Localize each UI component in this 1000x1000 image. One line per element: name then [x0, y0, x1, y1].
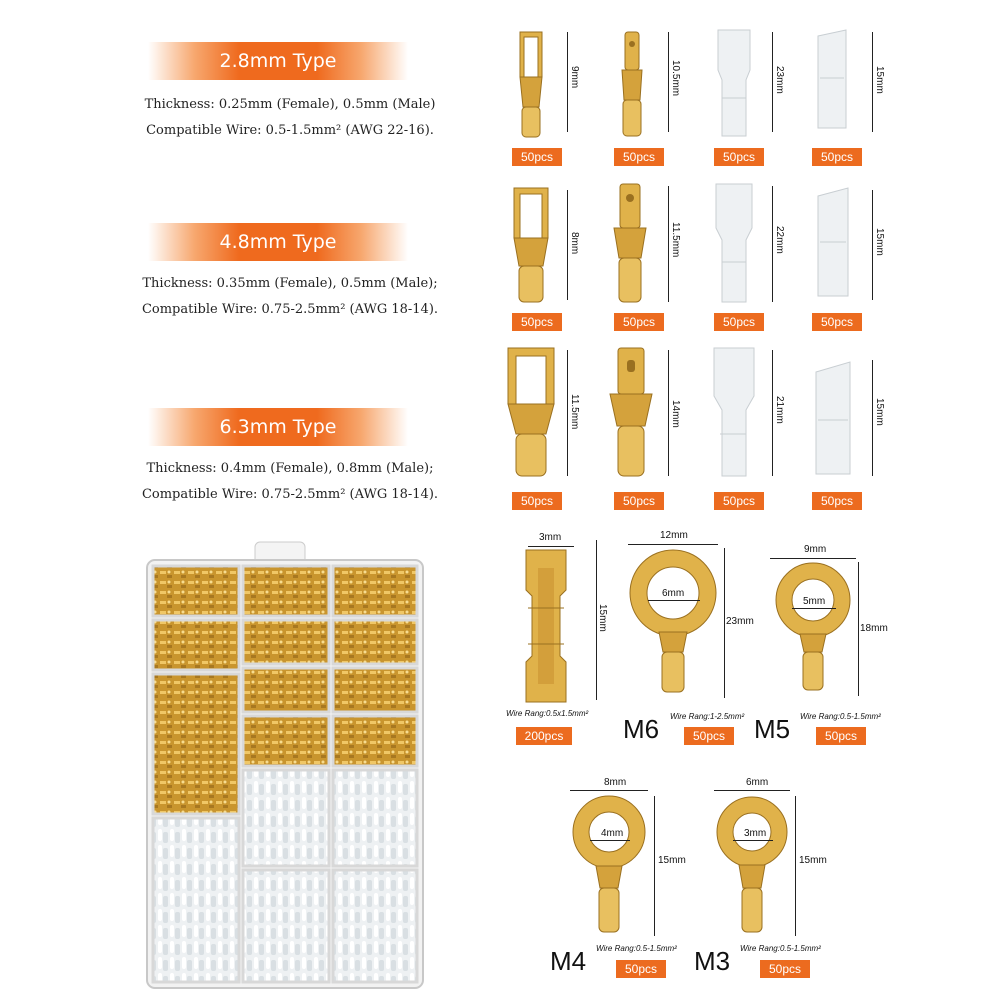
dimension-line — [590, 840, 630, 841]
female-terminal-4-8-image — [508, 186, 554, 306]
ring-size-label: M3 — [694, 946, 731, 976]
type-banner-6-3: 6.3mm Type — [148, 408, 408, 446]
dimension-label: 22mm — [774, 226, 785, 254]
quantity-badge: 50pcs — [614, 148, 664, 166]
dimension-label: 23mm — [774, 66, 785, 94]
insulating-sleeve-image — [812, 28, 852, 140]
ring-size-label: M4 — [550, 946, 587, 976]
dimension-line — [772, 32, 773, 132]
ring-outer-label: 8mm — [604, 777, 627, 788]
dimension-line — [648, 600, 700, 601]
quantity-badge: 50pcs — [760, 960, 810, 978]
dimension-line — [872, 190, 873, 300]
dimension-label: 15mm — [874, 66, 885, 94]
dimension-line — [567, 350, 568, 476]
type-banner-4-8: 4.8mm Type — [148, 223, 408, 261]
type-description-6-3 — [100, 456, 480, 508]
compatible-wire-text: Compatible Wire: 0.75-2.5mm² (AWG 18-14). — [141, 487, 439, 502]
dimension-label: 11.5mm — [670, 222, 681, 258]
dimension-line — [567, 32, 568, 132]
wire-range-label: Wire Rang:0.5-1.5mm² — [800, 712, 881, 721]
wire-range-label: Wire Rang:0.5x1.5mm² — [506, 709, 589, 718]
thickness-text: Thickness: 0.4mm (Female), 0.8mm (Male); — [146, 461, 434, 476]
dimension-line — [628, 544, 718, 545]
dimension-line — [570, 790, 648, 791]
compatible-wire-text: Compatible Wire: 0.75-2.5mm² (AWG 18-14). — [141, 302, 439, 317]
female-terminal-6-3-image — [504, 346, 558, 480]
ring-inner-label: 5mm — [803, 596, 826, 607]
quantity-badge: 50pcs — [512, 313, 562, 331]
ring-length-label: 23mm — [726, 616, 754, 627]
quantity-badge: 50pcs — [616, 960, 666, 978]
quantity-badge: 50pcs — [812, 148, 862, 166]
dimension-line — [733, 840, 773, 841]
insulating-sleeve-image — [812, 186, 854, 302]
insulating-sleeve-image — [710, 346, 758, 480]
dimension-line — [567, 190, 568, 300]
ring-terminal-m3-image — [712, 794, 792, 936]
insulating-sleeve-image — [714, 28, 754, 140]
thickness-text: Thickness: 0.25mm (Female), 0.5mm (Male) — [144, 97, 436, 112]
storage-box-image — [145, 540, 425, 990]
quantity-badge: 50pcs — [684, 727, 734, 745]
ring-outer-label: 12mm — [660, 530, 688, 541]
ring-terminal-m5-image — [770, 560, 856, 696]
dimension-line — [668, 186, 669, 302]
ring-size-label: M5 — [754, 714, 791, 744]
quantity-badge: 50pcs — [512, 148, 562, 166]
quantity-badge: 50pcs — [614, 492, 664, 510]
dimension-label: 11.5mm — [569, 394, 580, 430]
quantity-badge: 50pcs — [812, 492, 862, 510]
dimension-line — [872, 32, 873, 132]
dimension-label: 10.5mm — [670, 60, 681, 97]
dimension-label: 15mm — [874, 228, 885, 256]
male-terminal-4-8-image — [608, 182, 654, 306]
ring-length-label: 15mm — [799, 855, 827, 866]
insulating-sleeve-image — [712, 182, 756, 306]
dimension-line — [528, 546, 574, 547]
dimension-line — [795, 796, 796, 936]
butt-connector-image — [516, 548, 576, 704]
dimension-line — [858, 562, 859, 696]
ring-terminal-m4-image — [568, 794, 650, 936]
ring-length-label: 15mm — [658, 855, 686, 866]
quantity-badge: 50pcs — [714, 313, 764, 331]
type-banner-2-8: 2.8mm Type — [148, 42, 408, 80]
type-description-2-8 — [100, 92, 480, 144]
dimension-line — [792, 608, 836, 609]
ring-length-label: 18mm — [860, 623, 888, 634]
wire-range-label: Wire Rang:0.5-1.5mm² — [740, 944, 821, 953]
compatible-wire-text: Compatible Wire: 0.5-1.5mm² (AWG 22-16). — [146, 123, 434, 138]
ring-inner-label: 6mm — [662, 588, 685, 599]
quantity-badge: 200pcs — [516, 727, 572, 745]
dimension-label: 9mm — [569, 66, 580, 89]
quantity-badge: 50pcs — [512, 492, 562, 510]
ring-size-label: M6 — [623, 714, 660, 744]
quantity-badge: 50pcs — [816, 727, 866, 745]
wire-range-label: Wire Rang:0.5-1.5mm² — [596, 944, 677, 953]
dimension-label: 8mm — [569, 232, 580, 255]
ring-outer-label: 9mm — [804, 544, 827, 555]
insulating-sleeve-image — [810, 360, 856, 480]
quantity-badge: 50pcs — [714, 148, 764, 166]
dimension-line — [654, 796, 655, 936]
dimension-line — [770, 558, 856, 559]
butt-length-label: 15mm — [597, 604, 608, 632]
dimension-label: 14mm — [670, 400, 681, 428]
female-terminal-2-8-image — [512, 30, 552, 140]
ring-outer-label: 6mm — [746, 777, 769, 788]
butt-width-label: 3mm — [539, 532, 562, 543]
type-description-4-8 — [100, 271, 480, 323]
thickness-text: Thickness: 0.35mm (Female), 0.5mm (Male); — [142, 276, 438, 291]
quantity-badge: 50pcs — [714, 492, 764, 510]
male-terminal-2-8-image — [614, 30, 650, 140]
dimension-line — [714, 790, 790, 791]
dimension-line — [668, 32, 669, 132]
quantity-badge: 50pcs — [812, 313, 862, 331]
wire-range-label: Wire Rang:1-2.5mm² — [670, 712, 745, 721]
dimension-line — [872, 360, 873, 476]
ring-terminal-m6-image — [626, 548, 720, 696]
dimension-line — [668, 350, 669, 476]
dimension-label: 21mm — [774, 396, 785, 424]
ring-inner-label: 4mm — [601, 828, 624, 839]
dimension-line — [772, 186, 773, 302]
quantity-badge: 50pcs — [614, 313, 664, 331]
ring-inner-label: 3mm — [744, 828, 767, 839]
dimension-line — [772, 350, 773, 476]
male-terminal-6-3-image — [606, 346, 658, 480]
dimension-label: 15mm — [874, 398, 885, 426]
dimension-line — [724, 548, 725, 698]
